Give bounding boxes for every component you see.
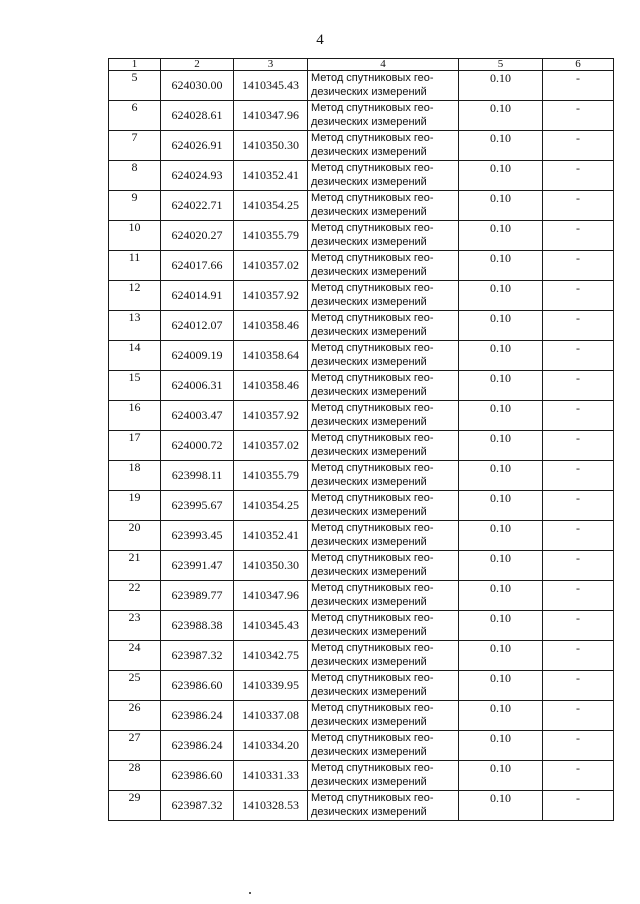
y-coordinate-cell: 1410357.02	[234, 251, 308, 281]
y-coordinate-cell: 1410342.75	[234, 641, 308, 671]
point-number-cell: 5	[109, 71, 161, 101]
accuracy-cell: 0.10	[459, 731, 543, 761]
point-number-cell: 28	[109, 761, 161, 791]
table-row	[109, 641, 614, 671]
note-cell: -	[543, 461, 614, 491]
method-cell: Метод спутниковых гео-дезических измерений	[308, 761, 459, 791]
point-number-cell: 24	[109, 641, 161, 671]
point-number-cell: 11	[109, 251, 161, 281]
note-cell: -	[543, 491, 614, 521]
page-number: 4	[316, 32, 324, 48]
coordinates-table	[108, 58, 614, 821]
table-row	[109, 251, 614, 281]
method-cell: Метод спутниковых гео-дезических измерений	[308, 281, 459, 311]
table-row	[109, 671, 614, 701]
method-cell: Метод спутниковых гео-дезических измерений	[308, 611, 459, 641]
y-coordinate-cell: 1410334.20	[234, 731, 308, 761]
method-cell: Метод спутниковых гео-дезических измерений	[308, 701, 459, 731]
note-cell: -	[543, 101, 614, 131]
note-cell: -	[543, 191, 614, 221]
point-number-cell: 21	[109, 551, 161, 581]
y-coordinate-cell: 1410345.43	[234, 71, 308, 101]
method-cell: Метод спутниковых гео-дезических измерений	[308, 551, 459, 581]
y-coordinate-cell: 1410358.46	[234, 371, 308, 401]
table-row	[109, 191, 614, 221]
method-cell: Метод спутниковых гео-дезических измерений	[308, 581, 459, 611]
x-coordinate-cell: 624006.31	[161, 371, 234, 401]
x-coordinate-cell: 623988.38	[161, 611, 234, 641]
note-cell: -	[543, 221, 614, 251]
table-row	[109, 461, 614, 491]
note-cell: -	[543, 731, 614, 761]
x-coordinate-cell: 624022.71	[161, 191, 234, 221]
point-number-cell: 13	[109, 311, 161, 341]
note-cell: -	[543, 581, 614, 611]
note-cell: -	[543, 251, 614, 281]
table-row	[109, 131, 614, 161]
point-number-cell: 23	[109, 611, 161, 641]
point-number-cell: 12	[109, 281, 161, 311]
column-header-2: 2	[161, 59, 234, 71]
note-cell: -	[543, 311, 614, 341]
table-header-row	[109, 59, 614, 71]
table-row	[109, 341, 614, 371]
x-coordinate-cell: 624014.91	[161, 281, 234, 311]
point-number-cell: 10	[109, 221, 161, 251]
method-cell: Метод спутниковых гео-дезических измерений	[308, 791, 459, 821]
x-coordinate-cell: 624012.07	[161, 311, 234, 341]
scan-dot	[249, 892, 251, 894]
table-row	[109, 491, 614, 521]
accuracy-cell: 0.10	[459, 341, 543, 371]
method-cell: Метод спутниковых гео-дезических измерений	[308, 341, 459, 371]
accuracy-cell: 0.10	[459, 701, 543, 731]
point-number-cell: 7	[109, 131, 161, 161]
note-cell: -	[543, 431, 614, 461]
x-coordinate-cell: 624020.27	[161, 221, 234, 251]
method-cell: Метод спутниковых гео-дезических измерений	[308, 491, 459, 521]
y-coordinate-cell: 1410352.41	[234, 161, 308, 191]
point-number-cell: 6	[109, 101, 161, 131]
accuracy-cell: 0.10	[459, 521, 543, 551]
x-coordinate-cell: 623991.47	[161, 551, 234, 581]
accuracy-cell: 0.10	[459, 401, 543, 431]
x-coordinate-cell: 624009.19	[161, 341, 234, 371]
x-coordinate-cell: 623995.67	[161, 491, 234, 521]
method-cell: Метод спутниковых гео-дезических измерений	[308, 71, 459, 101]
table-row	[109, 611, 614, 641]
x-coordinate-cell: 624028.61	[161, 101, 234, 131]
y-coordinate-cell: 1410347.96	[234, 101, 308, 131]
y-coordinate-cell: 1410337.08	[234, 701, 308, 731]
method-cell: Метод спутниковых гео-дезических измерений	[308, 161, 459, 191]
column-header-4: 4	[308, 59, 459, 71]
y-coordinate-cell: 1410357.02	[234, 431, 308, 461]
y-coordinate-cell: 1410354.25	[234, 491, 308, 521]
method-cell: Метод спутниковых гео-дезических измерений	[308, 251, 459, 281]
table-row	[109, 71, 614, 101]
table-row	[109, 431, 614, 461]
note-cell: -	[543, 401, 614, 431]
table-row	[109, 761, 614, 791]
point-number-cell: 18	[109, 461, 161, 491]
y-coordinate-cell: 1410354.25	[234, 191, 308, 221]
x-coordinate-cell: 623986.60	[161, 761, 234, 791]
accuracy-cell: 0.10	[459, 761, 543, 791]
y-coordinate-cell: 1410352.41	[234, 521, 308, 551]
x-coordinate-cell: 624017.66	[161, 251, 234, 281]
method-cell: Метод спутниковых гео-дезических измерений	[308, 191, 459, 221]
table-row	[109, 161, 614, 191]
table-row	[109, 521, 614, 551]
point-number-cell: 29	[109, 791, 161, 821]
note-cell: -	[543, 551, 614, 581]
table-row	[109, 551, 614, 581]
accuracy-cell: 0.10	[459, 251, 543, 281]
x-coordinate-cell: 624000.72	[161, 431, 234, 461]
point-number-cell: 15	[109, 371, 161, 401]
note-cell: -	[543, 521, 614, 551]
y-coordinate-cell: 1410339.95	[234, 671, 308, 701]
accuracy-cell: 0.10	[459, 641, 543, 671]
note-cell: -	[543, 761, 614, 791]
x-coordinate-cell: 624030.00	[161, 71, 234, 101]
y-coordinate-cell: 1410357.92	[234, 401, 308, 431]
accuracy-cell: 0.10	[459, 491, 543, 521]
note-cell: -	[543, 131, 614, 161]
method-cell: Метод спутниковых гео-дезических измерений	[308, 131, 459, 161]
y-coordinate-cell: 1410345.43	[234, 611, 308, 641]
note-cell: -	[543, 161, 614, 191]
point-number-cell: 9	[109, 191, 161, 221]
accuracy-cell: 0.10	[459, 671, 543, 701]
point-number-cell: 25	[109, 671, 161, 701]
point-number-cell: 27	[109, 731, 161, 761]
accuracy-cell: 0.10	[459, 431, 543, 461]
accuracy-cell: 0.10	[459, 161, 543, 191]
method-cell: Метод спутниковых гео-дезических измерений	[308, 521, 459, 551]
x-coordinate-cell: 623987.32	[161, 641, 234, 671]
accuracy-cell: 0.10	[459, 551, 543, 581]
table-row	[109, 581, 614, 611]
accuracy-cell: 0.10	[459, 371, 543, 401]
note-cell: -	[543, 701, 614, 731]
method-cell: Метод спутниковых гео-дезических измерений	[308, 371, 459, 401]
x-coordinate-cell: 624024.93	[161, 161, 234, 191]
y-coordinate-cell: 1410358.46	[234, 311, 308, 341]
accuracy-cell: 0.10	[459, 221, 543, 251]
point-number-cell: 19	[109, 491, 161, 521]
x-coordinate-cell: 623989.77	[161, 581, 234, 611]
x-coordinate-cell: 624026.91	[161, 131, 234, 161]
note-cell: -	[543, 671, 614, 701]
accuracy-cell: 0.10	[459, 581, 543, 611]
y-coordinate-cell: 1410350.30	[234, 551, 308, 581]
method-cell: Метод спутниковых гео-дезических измерений	[308, 641, 459, 671]
table-row	[109, 401, 614, 431]
x-coordinate-cell: 623998.11	[161, 461, 234, 491]
method-cell: Метод спутниковых гео-дезических измерений	[308, 221, 459, 251]
method-cell: Метод спутниковых гео-дезических измерений	[308, 431, 459, 461]
x-coordinate-cell: 623986.24	[161, 731, 234, 761]
y-coordinate-cell: 1410355.79	[234, 221, 308, 251]
point-number-cell: 17	[109, 431, 161, 461]
accuracy-cell: 0.10	[459, 311, 543, 341]
y-coordinate-cell: 1410350.30	[234, 131, 308, 161]
point-number-cell: 8	[109, 161, 161, 191]
x-coordinate-cell: 623987.32	[161, 791, 234, 821]
y-coordinate-cell: 1410347.96	[234, 581, 308, 611]
method-cell: Метод спутниковых гео-дезических измерений	[308, 461, 459, 491]
table-row	[109, 311, 614, 341]
method-cell: Метод спутниковых гео-дезических измерений	[308, 401, 459, 431]
accuracy-cell: 0.10	[459, 281, 543, 311]
method-cell: Метод спутниковых гео-дезических измерений	[308, 101, 459, 131]
accuracy-cell: 0.10	[459, 461, 543, 491]
note-cell: -	[543, 371, 614, 401]
table-row	[109, 791, 614, 821]
column-header-1: 1	[109, 59, 161, 71]
note-cell: -	[543, 71, 614, 101]
y-coordinate-cell: 1410357.92	[234, 281, 308, 311]
point-number-cell: 14	[109, 341, 161, 371]
column-header-6: 6	[543, 59, 614, 71]
note-cell: -	[543, 611, 614, 641]
table-row	[109, 101, 614, 131]
point-number-cell: 16	[109, 401, 161, 431]
accuracy-cell: 0.10	[459, 791, 543, 821]
x-coordinate-cell: 623986.24	[161, 701, 234, 731]
accuracy-cell: 0.10	[459, 71, 543, 101]
y-coordinate-cell: 1410355.79	[234, 461, 308, 491]
table-row	[109, 731, 614, 761]
method-cell: Метод спутниковых гео-дезических измерений	[308, 311, 459, 341]
point-number-cell: 20	[109, 521, 161, 551]
note-cell: -	[543, 281, 614, 311]
column-header-5: 5	[459, 59, 543, 71]
accuracy-cell: 0.10	[459, 191, 543, 221]
x-coordinate-cell: 623986.60	[161, 671, 234, 701]
y-coordinate-cell: 1410328.53	[234, 791, 308, 821]
y-coordinate-cell: 1410331.33	[234, 761, 308, 791]
note-cell: -	[543, 791, 614, 821]
table-row	[109, 371, 614, 401]
note-cell: -	[543, 341, 614, 371]
column-header-3: 3	[234, 59, 308, 71]
accuracy-cell: 0.10	[459, 131, 543, 161]
y-coordinate-cell: 1410358.64	[234, 341, 308, 371]
accuracy-cell: 0.10	[459, 611, 543, 641]
note-cell: -	[543, 641, 614, 671]
method-cell: Метод спутниковых гео-дезических измерений	[308, 671, 459, 701]
method-cell: Метод спутниковых гео-дезических измерений	[308, 731, 459, 761]
table-row	[109, 701, 614, 731]
accuracy-cell: 0.10	[459, 101, 543, 131]
point-number-cell: 26	[109, 701, 161, 731]
table-row	[109, 281, 614, 311]
point-number-cell: 22	[109, 581, 161, 611]
table-row	[109, 221, 614, 251]
x-coordinate-cell: 624003.47	[161, 401, 234, 431]
x-coordinate-cell: 623993.45	[161, 521, 234, 551]
